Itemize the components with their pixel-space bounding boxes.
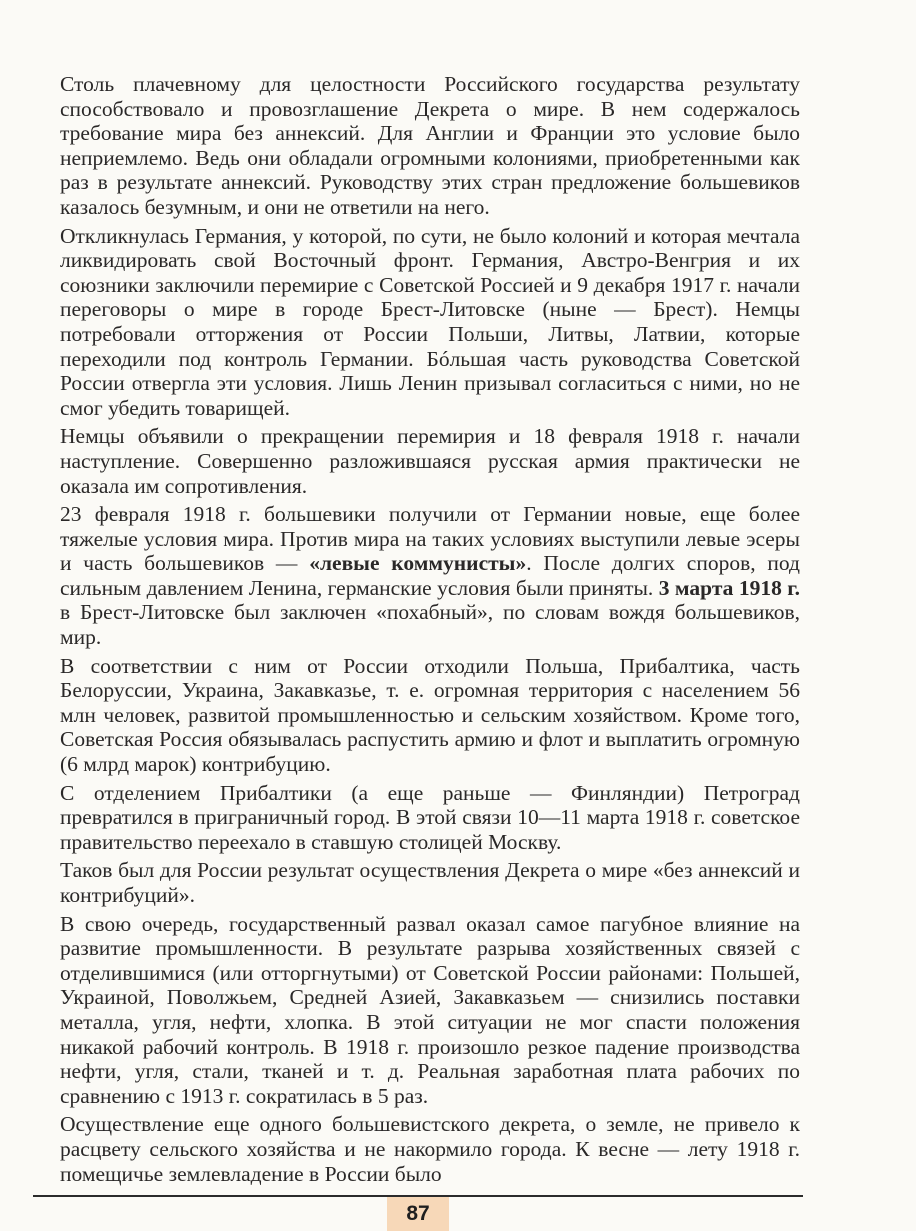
text-run: в Брест-Литовске был заключен «похабный», по словам вождя большевиков, мир. [60,600,800,650]
text-run: 23 февраля 1918 г. большевики получили от Германии новые, еще более тяжелые условия мира. Против мира на таких условиях выступили левые эсеры и часть большевиков — [60,502,800,576]
paragraph [60,502,800,650]
text-run: . После долгих споров, под сильным давлением Ленина, германские условия были приняты. [60,551,800,600]
page-number: 87 [387,1197,449,1231]
text-run: В свою очередь, государственный развал оказал самое пагубное влияние на развитие промышленности. В результате разрыва хозяйственных связей с отделившимися (или отторгнутыми) от Советской России районами: Польшей, Украиной, Поволжьем, Средней Азией, Закавказьем — снизились поставки металла, угля, нефти, хлопка. В этой ситуации не мог спасти положения никакой рабочий контроль. В 1918 г. произошло резкое падение производства нефти, угля, стали, тканей и т. д. Реальная заработная плата рабочих по сравнению с 1913 г. сократилась в 5 раз. [60,911,800,1108]
text-run: Осуществление еще одного большевистского декрета, о земле, не привело к расцвету сельского хозяйства и не накормило города. К весне — лету 1918 г. помещичье землевладение в России было [60,1112,800,1186]
paragraph [60,224,800,421]
bold-term: 3 марта 1918 г. [658,575,800,600]
text-run: Откликнулась Германия, у которой, по сути, не было колоний и которая мечтала ликвидировать свой Восточный фронт. Германия, Австро-Венгрия и их союзники заключили перемирие с Советской Россией и 9 декабря 1917 г. начали переговоры о мире в городе Брест-Литовске (ныне — Брест). Немцы потребовали отторжения от России Польши, Литвы, Латвии, которые переходили под контроль Германии. Бóльшая часть руководства Советской России отвергла эти условия. Лишь Ленин призывал согласиться с ними, но не смог убедить товарищей. [60,223,800,420]
paragraph [60,654,800,777]
text-run: В соответствии с ним от России отходили Польша, Прибалтика, часть Белоруссии, Украина, Закавказье, т. е. огромная территория с населением 56 млн человек, развитой промышленностью и сельским хозяйством. Кроме того, Советская Россия обязывалась распустить армию и флот и выплатить огромную (6 млрд марок) контрибуцию. [60,653,800,777]
paragraph [60,424,800,498]
body-text [60,72,800,1190]
paragraph [60,781,800,855]
paragraph [60,858,800,907]
text-run: Столь плачевному для целостности Российского государства результату способствовало и провозглашение Декрета о мире. В нем содержалось требование мира без аннексий. Для Англии и Франции это условие было неприемлемо. Ведь они обладали огромными колониями, приобретенными как раз в результате аннексий. Руководству этих стран предложение большевиков казалось безумным, и они не ответили на него. [60,72,800,219]
text-run: Таков был для России результат осуществления Декрета о мире «без аннексий и контрибуций». [60,858,800,907]
paragraph [60,912,800,1109]
text-run: С отделением Прибалтики (а еще раньше — Финляндии) Петроград превратился в приграничный город. В этой связи 10—11 марта 1918 г. советское правительство переехало в ставшую столицей Москву. [60,780,800,854]
paragraph [60,72,800,220]
paragraph [60,1112,800,1186]
text-run: Немцы объявили о прекращении перемирия и 18 февраля 1918 г. начали наступление. Совершенно разложившаяся русская армия практически не оказала им сопротивления. [60,424,800,498]
bold-term: «левые коммунисты» [309,551,527,576]
